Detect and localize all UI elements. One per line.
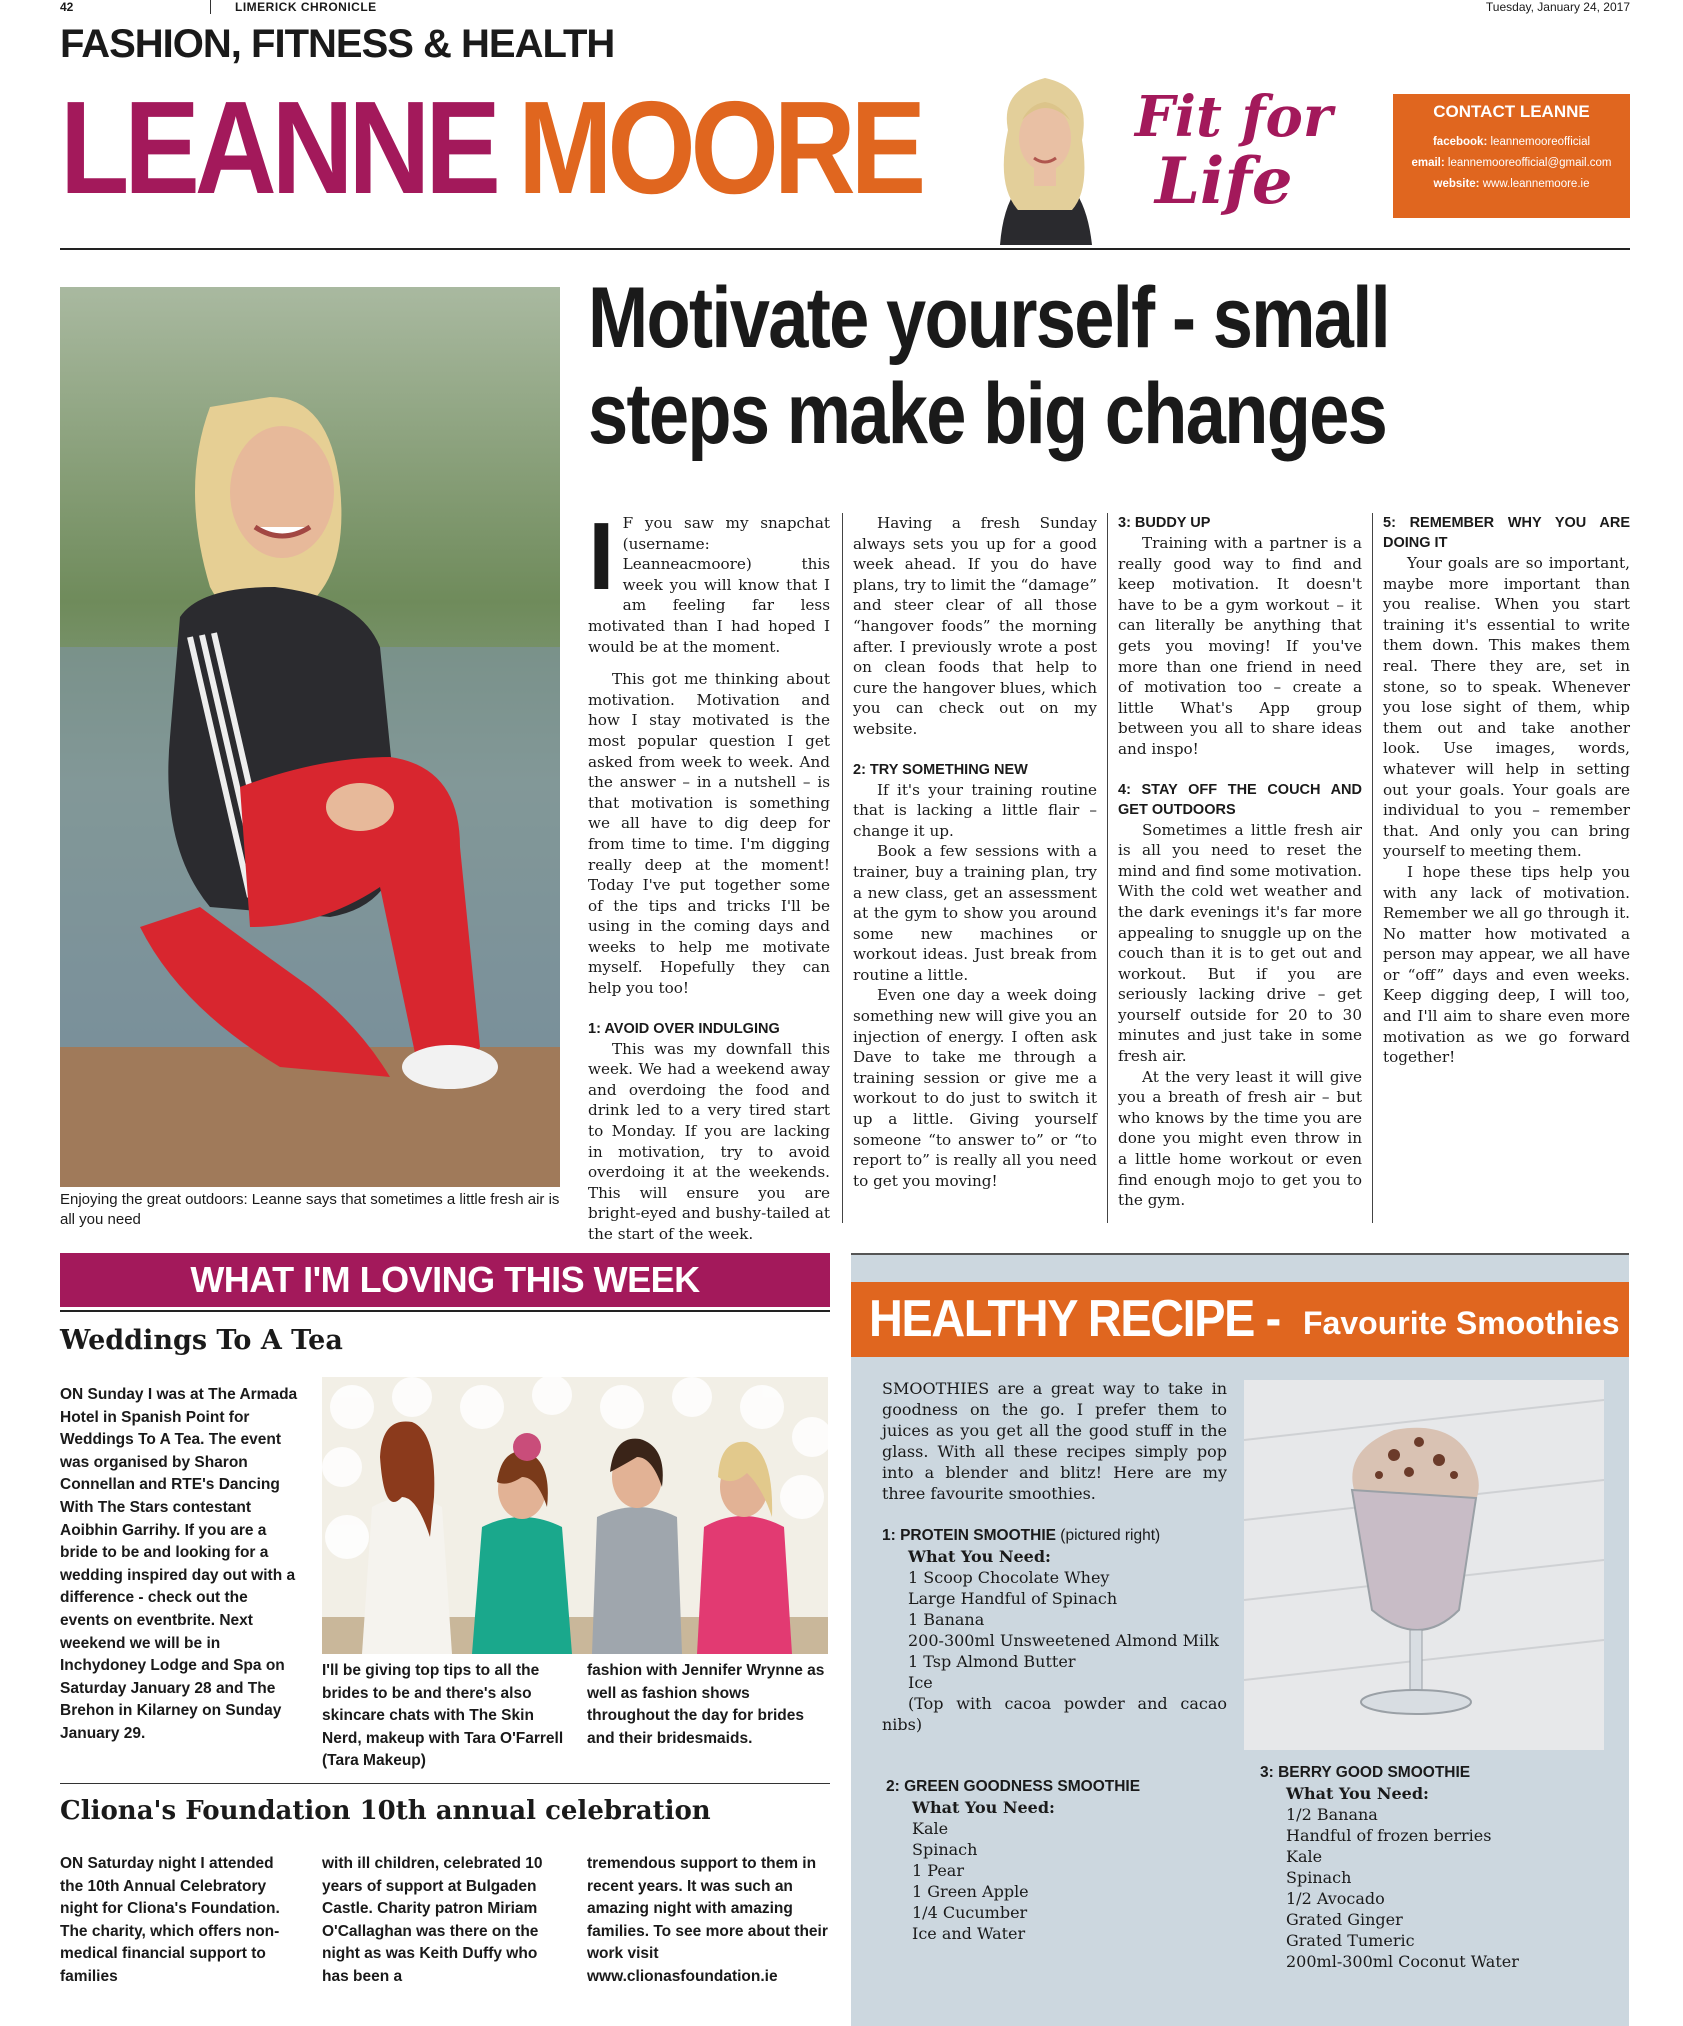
paragraph: Even one day a week doing something new will give you an injection of energy. I often ask Dave to take me through a training session or give me a workout to do just to switch it up a little. Giving yourself someone “to answer to” or “to report to” is really all you need to get you moving! (853, 986, 1097, 1190)
ingredient-list (882, 1546, 1227, 1735)
paragraph: Sometimes a little fresh air is all you need to reset the mind and find some motivation. With the cold wet weather and the dark evenings it's far more appealing to snuggle up on the couch than it is to get out and workout. But if you are seriously lacking drive – get yourself outside for 20 to 30 minutes and just take in some fresh air. (1118, 820, 1362, 1066)
cliona-text-col-3: tremendous support to them in recent years. It was such an amazing night with amazing families. To see more about their work visit www.clionasfoundation.ie (587, 1855, 828, 1985)
email-value: leannemooreofficial@gmail.com (1447, 157, 1612, 169)
page-header-strip (60, 0, 1630, 16)
ingredient: Kale (1286, 1847, 1323, 1866)
paragraph: Having a fresh Sunday always sets you up for a good week ahead. If you do have plans, try to limit the “damage” and steer clear of all those “hangover foods” the morning after. I previously wrote a post on clean foods that help to cure the hangover blues, which you can check out on my website. (853, 514, 1097, 738)
weddings-text-col-2: I'll be giving top tips to all the brides to be and there's also skincare chats with The Skin Nerd, makeup with Tara O'Farrell (Tara Makeup) (322, 1662, 564, 1770)
contact-box (1393, 94, 1630, 218)
divider (210, 0, 211, 14)
article-column-1 (588, 503, 830, 1245)
paragraph: At the very least it will give you a breath of fresh air – but who knows by the time you are done you might even throw in a little home workout or even find enough mojo to get you to the gym. (1118, 1067, 1362, 1210)
header-rule (60, 248, 1630, 250)
weddings-text-col-3: fashion with Jennifer Wrynne as well as fashion shows throughout the day for brides and their bridesmaids. (587, 1662, 825, 1747)
berry-smoothie (1260, 1762, 1610, 1972)
cliona-text-col-1: ON Saturday night I attended the 10th Annual Celebratory night for Cliona's Foundation. The charity, which offers non-medical financial support to families (60, 1855, 280, 1985)
tip-heading: 4: STAY OFF THE COUCH AND GET OUTDOORS (1118, 781, 1362, 818)
columnist-first-name: LEANNE (60, 74, 496, 221)
ingredient: 1 Pear (912, 1861, 964, 1880)
paper-name: LIMERICK CHRONICLE (235, 0, 377, 14)
ingredient: 1/4 Cucumber (912, 1903, 1028, 1922)
what-you-need-label: What You Need: (1286, 1784, 1429, 1803)
article-headline (588, 270, 1466, 462)
what-you-need-label: What You Need: (912, 1798, 1055, 1817)
smoothie-photo (1244, 1380, 1604, 1750)
drop-cap: I (588, 503, 615, 610)
paragraph: F you saw my snapchat (username: Leanneacmoore) this week you will know that I am feeling far less motivated than I had hoped I would be at the moment. (588, 514, 830, 656)
tip-heading: 3: BUDDY UP (1118, 515, 1211, 531)
page-number: 42 (60, 0, 74, 14)
facebook-label: facebook: (1432, 136, 1488, 148)
website-value: www.leannemoore.ie (1482, 178, 1590, 190)
section-title: FASHION, FITNESS & HEALTH (60, 22, 615, 66)
contact-facebook (1393, 132, 1630, 153)
green-smoothie (886, 1776, 1231, 1944)
ingredient-list (886, 1797, 1231, 1944)
tip-heading: 5: REMEMBER WHY YOU ARE DOING IT (1383, 515, 1630, 551)
columnist-portrait (960, 60, 1130, 245)
headline-line-1: Motivate yourself - small (588, 270, 1390, 366)
protein-smoothie (882, 1525, 1227, 1735)
weddings-text-col-1: ON Sunday I was at The Armada Hotel in Spanish Point for Weddings To A Tea. The event was organised by Sharon Connellan and RTE's Dancing With The Stars contestant Aoibhin Garrihy. If you are a bride to be and looking for a wedding inspired day out with a difference - check out the events on eventbrite. Next weekend we will be in Inchydoney Lodge and Spa on Saturday January 28 and The Brehon in Kilarney on Sunday January 29. (60, 1386, 298, 1742)
ingredient: Handful of frozen berries (1286, 1826, 1492, 1845)
paragraph: If it's your training routine that is lacking a little flair – change it up. (853, 780, 1097, 840)
ingredient-list (1260, 1783, 1610, 1972)
tagline-fit-for: Fit for (1135, 84, 1333, 150)
contact-title: CONTACT LEANNE (1433, 102, 1590, 121)
ingredient: Ice (908, 1673, 933, 1692)
ingredient: 1 Scoop Chocolate Whey (908, 1568, 1110, 1587)
ingredient: 200ml-300ml Coconut Water (1286, 1952, 1519, 1971)
weddings-title: Weddings To A Tea (60, 1325, 343, 1356)
smoothie-title (882, 1525, 1227, 1546)
ingredient: Spinach (1286, 1868, 1352, 1887)
ingredient: 1/2 Avocado (1286, 1889, 1385, 1908)
cliona-text-col-2: with ill children, celebrated 10 years of support at Bulgaden Castle. Charity patron Miriam O'Callaghan was there on the night as was Keith Duffy who has been a (322, 1855, 543, 1985)
tip-heading: 2: TRY SOMETHING NEW (853, 761, 1028, 778)
ingredient: 200-300ml Unsweetened Almond Milk (908, 1631, 1219, 1650)
what-you-need-label: What You Need: (908, 1547, 1051, 1566)
paragraph: Your goals are so important, maybe more important than you realise. When you start training it's essential to write them down. This makes them real. There they are, set in stone, so to speak. Whenever you lose sight of them, whip them out and take another look. Use images, words, whatever will help in setting out your goals. Your goals are individual to you – remember that. And only you can bring yourself to meeting them. (1383, 554, 1630, 861)
ingredient: Spinach (912, 1840, 978, 1859)
paragraph: I hope these tips help you with any lack of motivation. Remember we all go through it. No matter how motivated a person may appear, we all have or “off” days and even weeks. Keep digging deep, I will too, and I'll aim to share even more motivation as we go forward together! (1383, 862, 1630, 1067)
column-divider (1107, 513, 1108, 1223)
paragraph: This got me thinking about motivation. Motivation and how I stay motivated is the most popular question I get asked from week to week. And the answer – in a nutshell – is that motivation is something we all have to dig deep for from time to time. I'm digging really deep at the moment! Today I've put together some of the tips and tricks I'll be using in the coming days and weeks to help me motivate myself. Hopefully they can help you too! (588, 670, 830, 998)
banner-rule (60, 1310, 830, 1312)
recipe-subtitle: Favourite Smoothies (1303, 1305, 1620, 1341)
ingredient: Ice and Water (912, 1924, 1026, 1943)
ingredient: 1 Banana (908, 1610, 985, 1629)
recipe-title: HEALTHY RECIPE - (869, 1290, 1280, 1348)
main-photo (60, 287, 560, 1187)
recipe-header (851, 1282, 1629, 1357)
contact-email (1393, 153, 1630, 174)
facebook-value: leannemooreofficial (1490, 136, 1591, 148)
ingredient: 1 Tsp Almond Butter (908, 1652, 1076, 1671)
divider (60, 1783, 830, 1784)
headline-line-2: steps make big changes (588, 366, 1387, 462)
ingredient: Grated Tumeric (1286, 1931, 1415, 1950)
column-divider (1372, 513, 1373, 1223)
paragraph: This was my downfall this week. We had a weekend away and overdoing the food and drink led to a very tired start to Monday. If you are lacking in motivation, try to avoid overdoing it at the weekends. This will ensure you are bright-eyed and bushy-tailed at the start of the week. (588, 1039, 830, 1243)
recipe-intro: SMOOTHIES are a great way to take in goodness on the go. I prefer them to juices as you get all the good stuff in the glass. With all these recipes simply pop into a blender and blitz! Here are my three favourite smoothies. (882, 1379, 1227, 1503)
tagline-life: Life (1155, 144, 1293, 219)
ingredient: 1/2 Banana (1286, 1805, 1378, 1824)
weddings-photo (322, 1377, 828, 1654)
ingredient: Large Handful of Spinach (908, 1589, 1118, 1608)
smoothie-title-text: 1: PROTEIN SMOOTHIE (882, 1527, 1056, 1544)
issue-date: Tuesday, January 24, 2017 (1485, 0, 1630, 14)
loving-banner: WHAT I'M LOVING THIS WEEK (60, 1253, 830, 1307)
photo-caption: Enjoying the great outdoors: Leanne says that sometimes a little fresh air is all you need (60, 1191, 560, 1228)
article-column-2 (853, 513, 1097, 1191)
email-label: email: (1411, 157, 1445, 169)
ingredient: Kale (912, 1819, 949, 1838)
smoothie-title: 2: GREEN GOODNESS SMOOTHIE (886, 1778, 1141, 1795)
cliona-title: Cliona's Foundation 10th annual celebration (60, 1796, 711, 1826)
contact-website (1393, 174, 1630, 195)
smoothie-note: (pictured right) (1060, 1527, 1161, 1544)
article-column-3 (1118, 513, 1362, 1211)
tip-heading: 1: AVOID OVER INDULGING (588, 1020, 780, 1037)
columnist-last-name: MOORE (518, 74, 922, 221)
smoothie-title: 3: BERRY GOOD SMOOTHIE (1260, 1764, 1471, 1781)
article-column-4 (1383, 513, 1630, 1068)
website-label: website: (1433, 178, 1480, 190)
paragraph: Training with a partner is a really good way to find and keep motivation. It doesn't have to be a gym workout – it can literally be anything that gets you moving! If you've more than one friend in need of motivation too – create a little What's App group between you all to share ideas and inspo! (1118, 534, 1362, 758)
ingredient: Grated Ginger (1286, 1910, 1403, 1929)
paragraph: Book a few sessions with a trainer, buy a training plan, try a new class, get an assessment at the gym to show you around some new machines or workout ideas. Just break from routine a little. (853, 842, 1097, 984)
ingredient: 1 Green Apple (912, 1882, 1029, 1901)
ingredient: (Top with cacoa powder and cacao nibs) (882, 1694, 1227, 1734)
column-divider (842, 513, 843, 1223)
